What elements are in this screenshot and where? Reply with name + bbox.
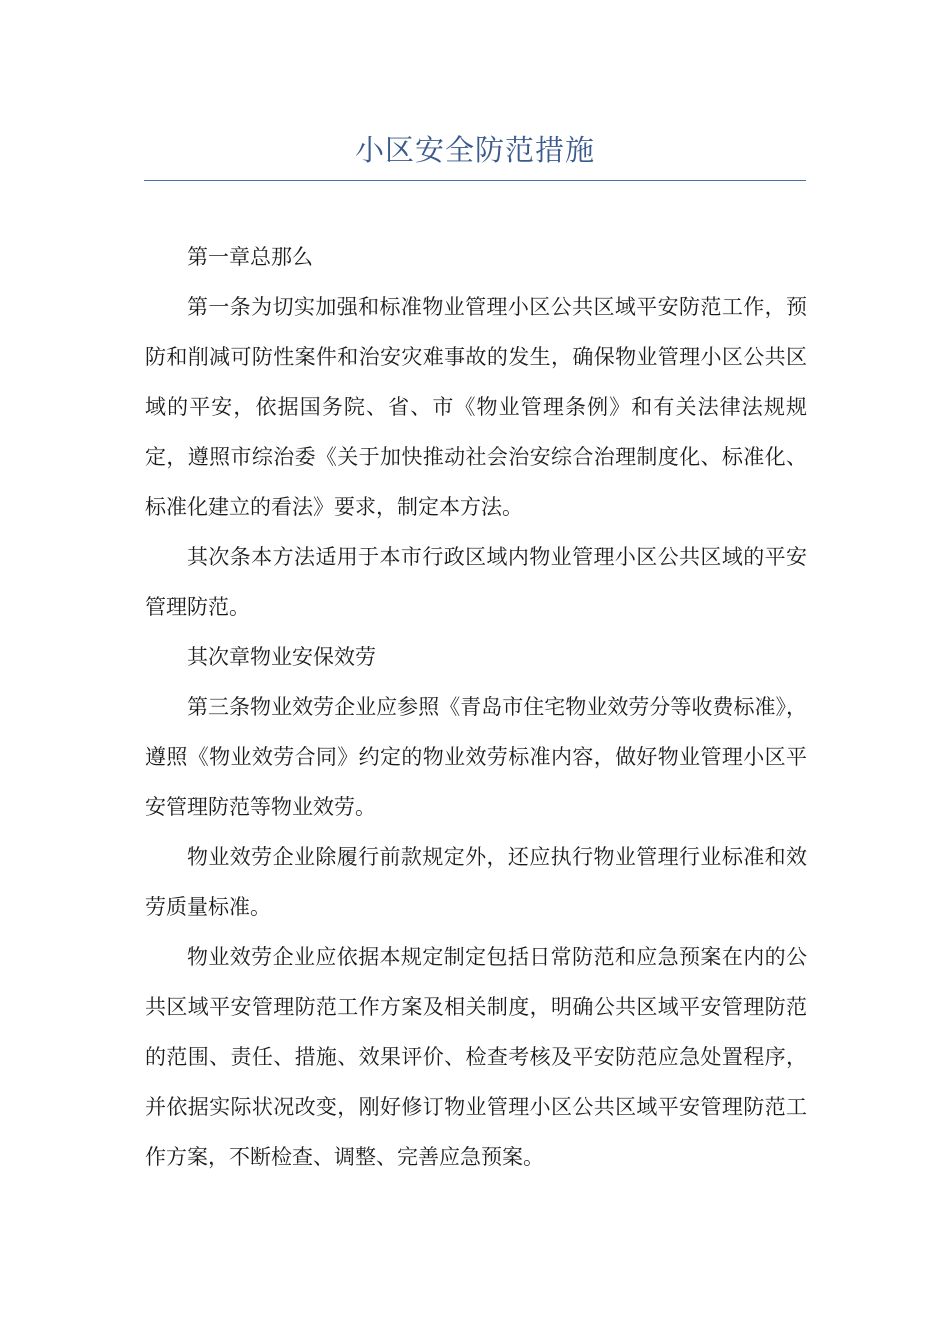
chapter-heading-1: 第一章总那么 — [187, 245, 313, 269]
chapter-heading-2: 其次章物业安保效劳 — [187, 645, 376, 669]
document-body — [145, 232, 807, 1182]
article-1-paragraph: 第一条为切实加强和标准物业管理小区公共区域平安防范工作，预防和削减可防性案件和治安灾难事故的发生，确保物业管理小区公共区域的平安，依据国务院、省、市《物业管理条例》和有关法律法规规定，遵照市综治委《关于加快推动社会治安综合治理制度化、标准化、标准化建立的看法》要求，制定本方法。 — [145, 295, 807, 519]
article-3-paragraph: 第三条物业效劳企业应参照《青岛市住宅物业效劳分等收费标准》，遵照《物业效劳合同》约定的物业效劳标准内容，做好物业管理小区平安管理防范等物业效劳。 — [145, 695, 807, 819]
article-3-clause-2: 物业效劳企业除履行前款规定外，还应执行物业管理行业标准和效劳质量标准。 — [145, 845, 807, 919]
title-underline — [144, 180, 806, 181]
document-title: 小区安全防范措施 — [354, 133, 595, 167]
article-3-clause-3: 物业效劳企业应依据本规定制定包括日常防范和应急预案在内的公共区域平安管理防范工作方案及相关制度，明确公共区域平安管理防范的范围、责任、措施、效果评价、检查考核及平安防范应急处置程序，并依据实际状况改变，刚好修订物业管理小区公共区域平安管理防范工作方案，不断检查、调整、完善应急预案。 — [145, 945, 807, 1169]
article-2-paragraph: 其次条本方法适用于本市行政区域内物业管理小区公共区域的平安管理防范。 — [145, 545, 807, 619]
